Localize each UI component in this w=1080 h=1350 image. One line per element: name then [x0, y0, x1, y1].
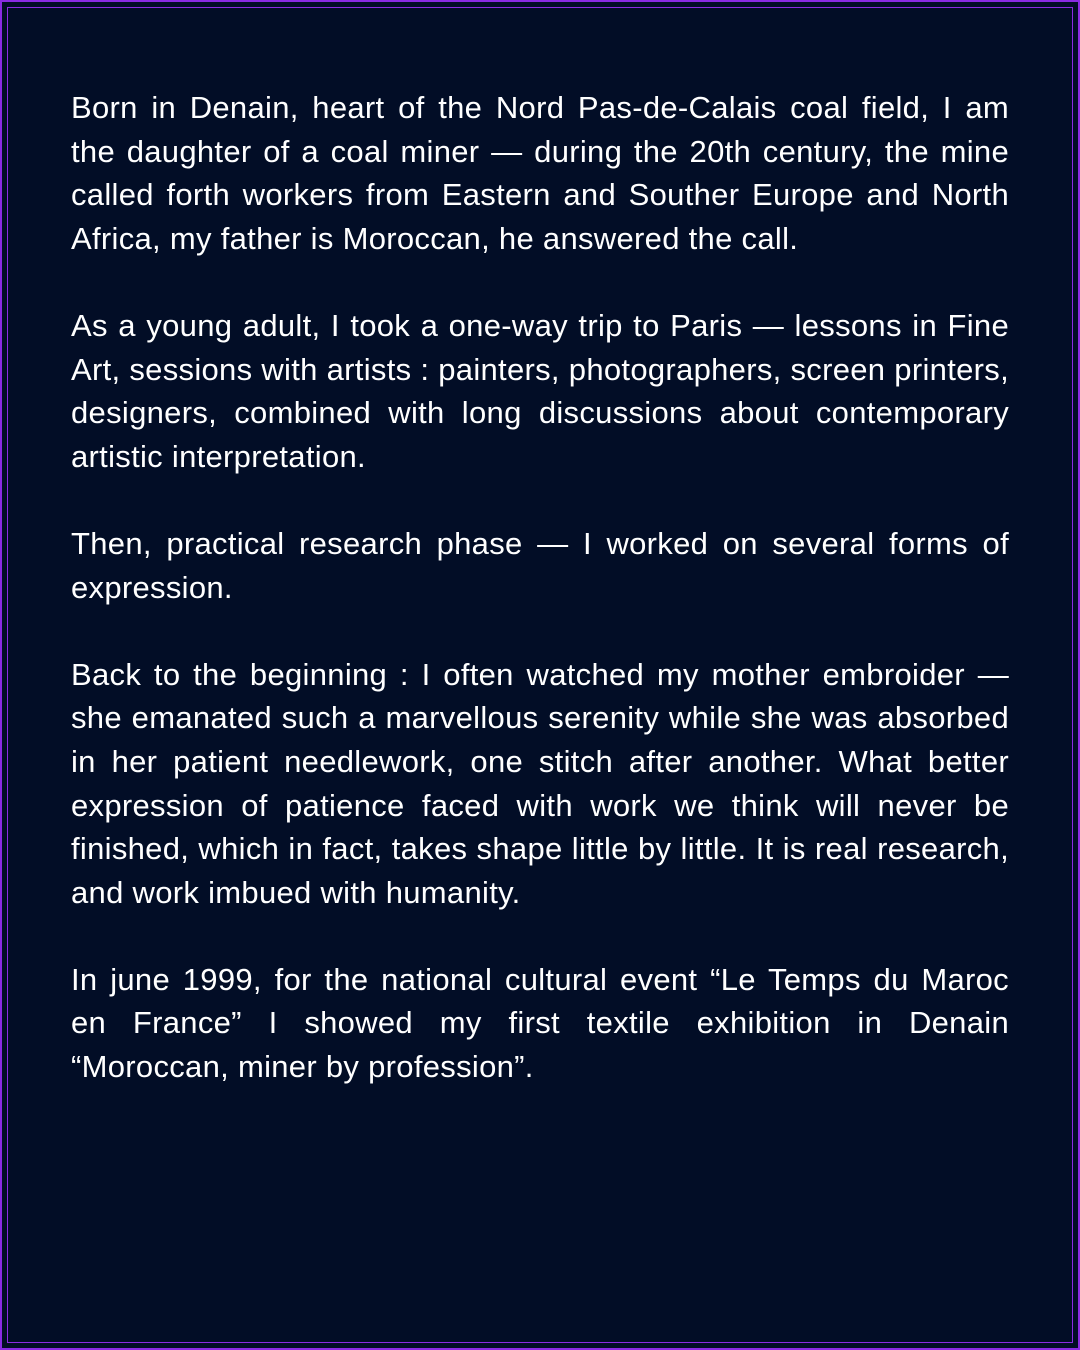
paragraph-origins: Born in Denain, heart of the Nord Pas-de-Calais coal field, I am the daughter of a coal miner — during the 20th century, the mine called forth workers from Eastern and Souther Europe and North Africa, my father is Moroccan, he answered the call. — [71, 90, 1009, 256]
paragraph-embroidery: Back to the beginning : I often watched my mother embroider — she emanated such a marvellous serenity while she was absorbed in her patient needlework, one stitch after another. What better expression of patience faced with work we think will never be finished, which in fact, takes shape little by little. It is real research, and work imbued with humanity. — [71, 656, 1009, 910]
paragraph-paris: As a young adult, I took a one-way trip to Paris — lessons in Fine Art, sessions with artists : painters, photographers, screen printers, designers, combined with long discussions about contemporary artistic interpretation. — [71, 307, 1009, 474]
paragraph-research: Then, practical research phase — I worked on several forms of expression. — [71, 525, 1009, 605]
paragraph-exhibition: In june 1999, for the national cultural event “Le Temps du Maroc en France” I showed my first textile exhibition in Denain “Moroccan, miner by profession”. — [71, 961, 1009, 1085]
biography-text — [71, 86, 1009, 1132]
